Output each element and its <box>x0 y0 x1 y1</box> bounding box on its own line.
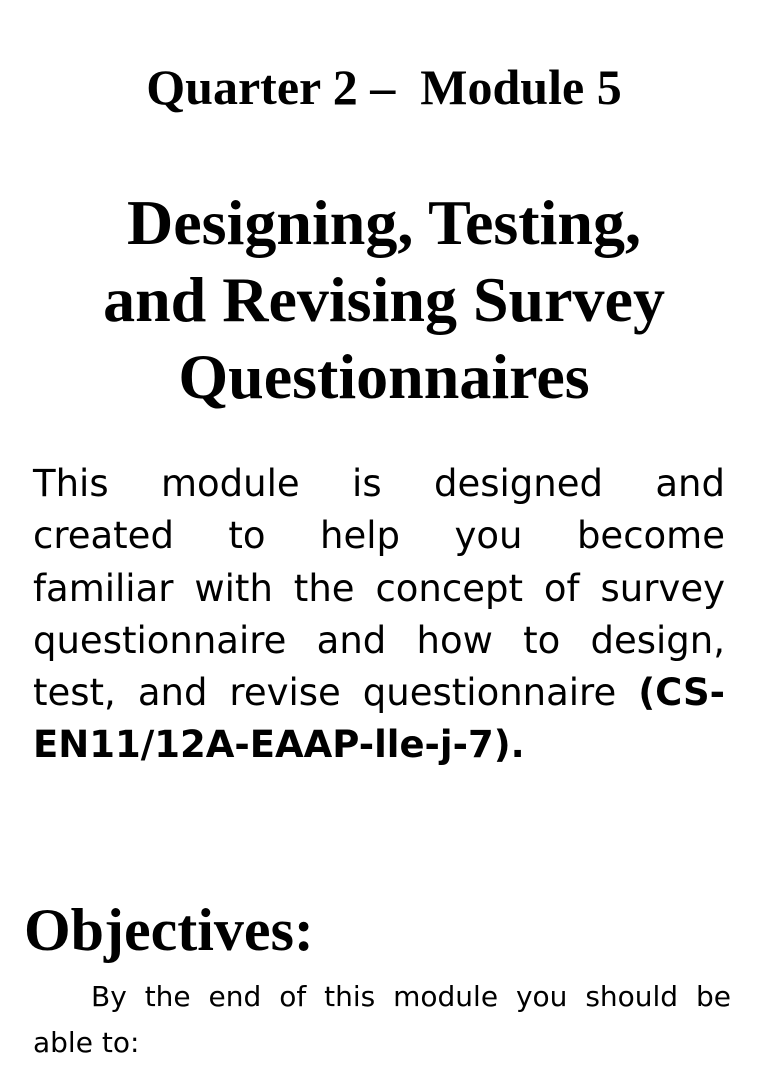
description-line <box>33 719 725 771</box>
objectives-line: able to: <box>33 1026 140 1059</box>
title-line: Designing, Testing, <box>127 187 641 258</box>
objectives-line: By the end of this module you should be <box>91 980 731 1013</box>
description-line: questionnaire and how to design, <box>33 618 725 662</box>
description-line <box>33 667 725 719</box>
objectives-text <box>33 974 731 1066</box>
objectives-heading: Objectives: <box>24 897 314 963</box>
title-line: Questionnaires <box>178 341 590 412</box>
competency-code: (CS- <box>638 671 725 715</box>
page-title <box>0 184 768 415</box>
description-text: test, and revise questionnaire <box>33 671 639 715</box>
module-description <box>33 458 725 772</box>
title-line: and Revising Survey <box>103 264 665 335</box>
module-label: Quarter 2 – Module 5 <box>146 59 622 115</box>
description-line: created to help you become <box>33 514 725 558</box>
competency-code: EN11/12A-EAAP-lle-j-7). <box>33 723 525 767</box>
description-line: This module is designed and <box>33 462 725 505</box>
description-line: familiar with the concept of survey <box>33 566 725 610</box>
